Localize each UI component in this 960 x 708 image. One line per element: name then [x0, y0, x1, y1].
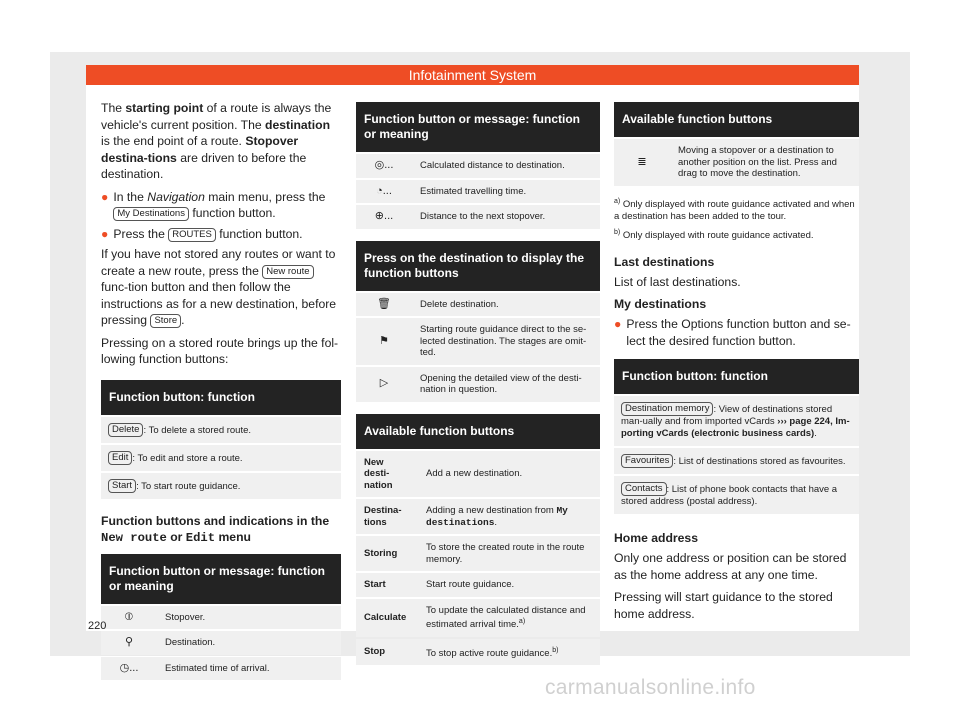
trash-icon: 🗑 [356, 293, 412, 317]
clock-icon: ◷... [101, 657, 157, 681]
table-header: Available function buttons [614, 102, 859, 137]
table-row: Delete : To delete a stored route. [101, 417, 341, 443]
bullet-routes: ● Press the ROUTES function button. [101, 226, 303, 241]
intro-segment: destination [265, 117, 331, 132]
stored-route-paragraph: Pressing on a stored route brings up the fol-lowing function buttons: [101, 335, 339, 366]
home-address-heading: Home address [614, 531, 698, 546]
move-functions-table [614, 100, 859, 188]
table-row: ⚑ Starting route guidance direct to the se-lected destination. The stages are omit-ted. [356, 318, 600, 365]
table-row: Stop To stop active route guidance.$^{b)}$ [356, 639, 600, 666]
bullet-navigation: ● In the Navigation main menu, press the My Destinations function button. [101, 189, 326, 220]
table-row: Start Start route guidance. [356, 573, 600, 597]
route-guidance-icon: ⚑ [356, 318, 412, 365]
destination-icon: ⚲ [101, 631, 157, 655]
table-row: ⊕... Distance to the next stopover. [356, 205, 600, 229]
last-destinations-heading: Last destinations [614, 254, 715, 269]
my-destinations-table [614, 357, 859, 516]
table-header: Function button or message: function or meaning [356, 102, 600, 152]
intro-paragraph [101, 100, 341, 183]
home-address-text-2: Pressing will start guidance to the stored home address. [614, 590, 833, 621]
table-row: ⚲ Destination. [101, 631, 341, 655]
bullet-options: ● Press the Options function button and se-lect the desired function button. [614, 317, 851, 348]
intro-segment: is the end point of a route. [101, 134, 246, 148]
table-header: Function button or message: function or meaning [101, 554, 341, 604]
page-number: 220 [88, 620, 107, 632]
last-destinations-text: List of last destinations. [614, 274, 741, 289]
table-row: Edit : To edit and store a route. [101, 445, 341, 471]
table-row: Favourites : List of destinations stored as favourites. [614, 448, 859, 474]
bullet-dot-icon: ● [101, 189, 109, 204]
delete-button[interactable]: Delete [108, 423, 143, 437]
column-left [101, 100, 341, 682]
table-row: ◔... Estimated travelling time. [356, 180, 600, 204]
new-route-menu-heading: Function buttons and indications in the New route or Edit menu [101, 513, 330, 545]
meaning-table [356, 100, 600, 231]
available-functions-table [356, 412, 600, 668]
table-row: Storing To store the created route in the route memory. [356, 536, 600, 571]
destination-functions-table [356, 239, 600, 404]
table-row: 🗑 Delete destination. [356, 293, 600, 317]
intro-segment: starting point [125, 101, 204, 115]
table-header: Available function buttons [356, 414, 600, 449]
footnote-b: $^{b)}$ Only displayed with route guidance activated. [614, 228, 814, 241]
edit-button[interactable]: Edit [108, 451, 132, 465]
intro-segment: Stopover destina-tions [101, 134, 299, 165]
table-header: Function button: function [101, 380, 341, 415]
intro-segment: are driven to before the destination. [101, 150, 307, 181]
stopover-icon: ⦶ [101, 606, 157, 630]
next-stopover-icon: ⊕... [356, 205, 412, 229]
table-row: New desti-nation Add a new destination. [356, 451, 600, 498]
table-row: Calculate To update the calculated distance and estimated arrival time.$^{a)}$ [356, 599, 600, 637]
destination-memory-button[interactable]: Destination memory [621, 402, 713, 416]
table-row: Start : To start route guidance. [101, 473, 341, 499]
column-right [614, 100, 859, 628]
table-row: ≣ Moving a stopover or a destination to another position on the list. Press and drag to move the destination. [614, 139, 859, 186]
table-row: Contacts : List of phone book contacts that have a stored address (postal address). [614, 476, 859, 514]
watermark: carmanualsonline.info [545, 676, 756, 699]
store-button[interactable]: Store [150, 314, 181, 328]
page-link[interactable]: ››› page 224, Im-porting vCards (electronic business cards) [621, 416, 850, 440]
favourites-button[interactable]: Favourites [621, 454, 673, 468]
page-header: Infotainment System [86, 65, 859, 85]
timer-icon: ◔... [356, 180, 412, 204]
bullet-dot-icon: ● [614, 317, 622, 332]
footnote-a: $^{a)}$ Only displayed with route guidance activated and when a destination has been added to the tour. [614, 197, 855, 222]
home-address-text-1: Only one address or position can be stored as the home address at any one time. [614, 551, 847, 582]
table-header: Function button: function [614, 359, 859, 394]
table-row: ◷... Estimated time of arrival. [101, 657, 341, 681]
route-functions-table [101, 378, 341, 501]
routes-button[interactable]: ROUTES [168, 228, 216, 242]
contacts-button[interactable]: Contacts [621, 482, 667, 496]
table-header: Press on the destination to display the function buttons [356, 241, 600, 291]
move-icon: ≣ [614, 139, 670, 186]
table-row: ⦶ Stopover. [101, 606, 341, 630]
indications-table [101, 552, 341, 683]
bullet-dot-icon: ● [101, 226, 109, 241]
table-row: Destination memory : View of destinations stored man-ually and from imported vCards ››› page 224, Im-porting vCards (electronic business cards). [614, 396, 859, 446]
table-row: Destina-tions Adding a new destination from My destinations. [356, 499, 600, 534]
my-destinations-heading: My destinations [614, 297, 707, 312]
distance-icon: ◎... [356, 154, 412, 178]
table-row: ◎... Calculated distance to destination. [356, 154, 600, 178]
intro-segment: of a route is always the vehicle's current position. The [101, 101, 332, 132]
start-button[interactable]: Start [108, 479, 136, 493]
table-row: ▷ Opening the detailed view of the desti-nation in question. [356, 367, 600, 402]
new-route-paragraph: If you have not stored any routes or want to create a new route, press the New route func-tion button and then follow the instructions as for a new destination, before pressing Store . [101, 247, 337, 327]
my-destinations-button[interactable]: My Destinations [113, 207, 189, 221]
column-middle [356, 100, 600, 667]
intro-segment: The [101, 101, 126, 115]
play-icon: ▷ [356, 367, 412, 402]
new-route-button[interactable]: New route [262, 265, 313, 279]
